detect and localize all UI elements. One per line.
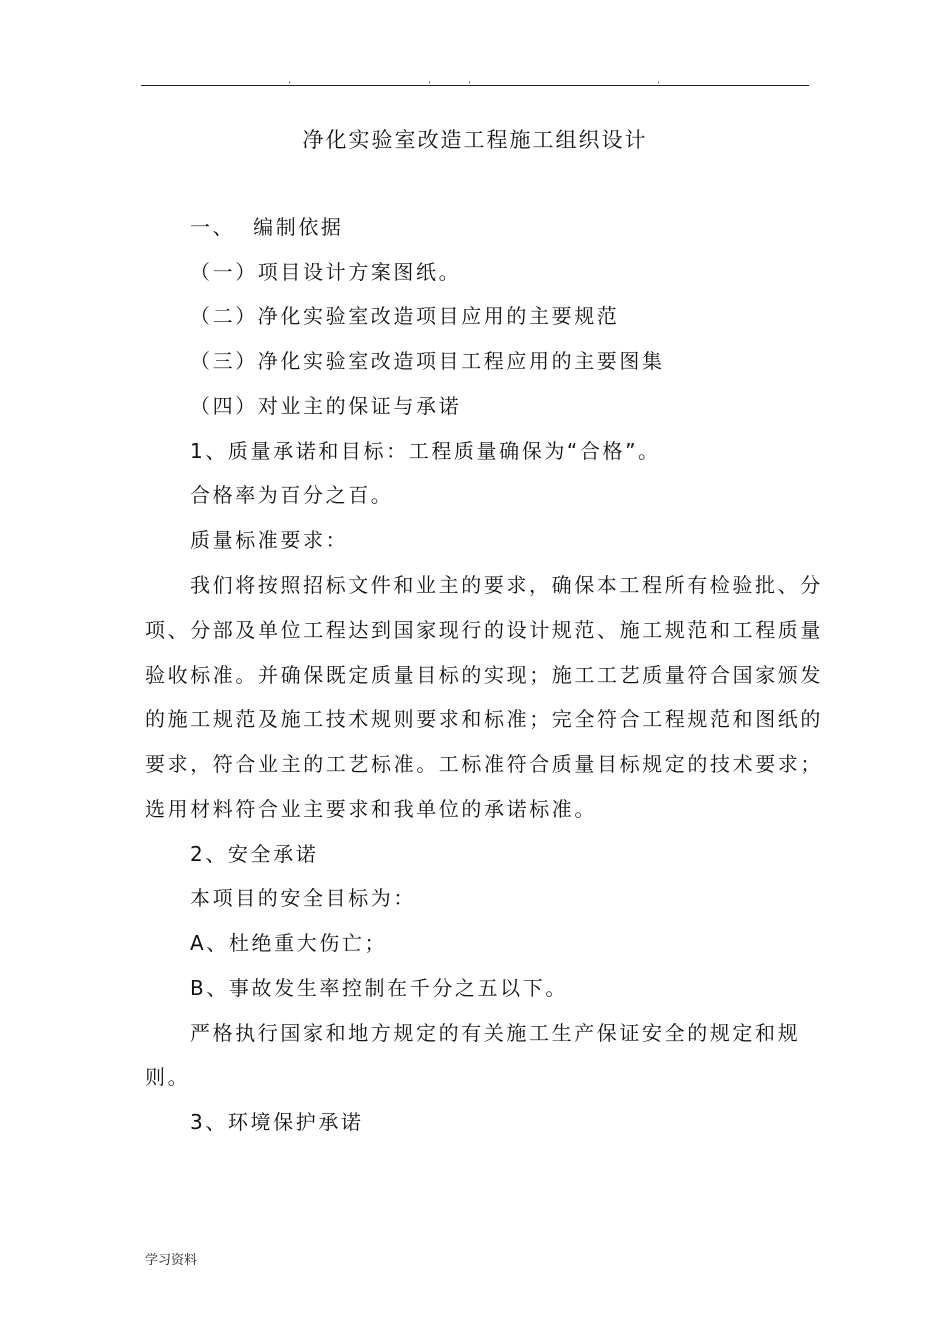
paragraph-line: 严格执行国家和地方规定的有关施工生产保证安全的规定和规 (190, 1021, 801, 1045)
environment-heading: 3、环境保护承诺 (190, 1110, 364, 1134)
document-title: 净化实验室改造工程施工组织设计 (302, 128, 648, 152)
header-dot: . (288, 75, 292, 86)
paragraph-line: 项、分部及单位工程达到国家现行的设计规范、施工规范和工程质量 (145, 618, 823, 642)
safety-target-label: 本项目的安全目标为： (190, 886, 416, 910)
safety-item-b: B、事故发生率控制在千分之五以下。 (190, 976, 568, 1000)
header-dot: . (468, 75, 472, 86)
list-item: （三）净化实验室改造项目工程应用的主要图集 (190, 349, 665, 373)
paragraph-line: 则。 (145, 1065, 191, 1089)
paragraph-line: 选用材料符合业主要求和我单位的承诺标准。 (145, 797, 597, 821)
section-heading: 一、 编制依据 (190, 215, 344, 239)
paragraph-line: 我们将按照招标文件和业主的要求，确保本工程所有检验批、分 (190, 573, 823, 597)
list-item: （四）对业主的保证与承诺 (190, 394, 462, 418)
safety-heading: 2、安全承诺 (190, 842, 319, 866)
header-dot: . (657, 75, 661, 86)
list-item: （一）项目设计方案图纸。 (190, 260, 462, 284)
header-dot: . (428, 75, 432, 86)
quality-heading: 1、质量承诺和目标：工程质量确保为“合格”。 (190, 439, 661, 463)
header-rule (141, 85, 809, 86)
list-item: （二）净化实验室改造项目应用的主要规范 (190, 304, 620, 328)
paragraph-line: 要求，符合业主的工艺标准。工标准符合质量目标规定的技术要求； (145, 752, 823, 776)
footer-text: 学习资料 (145, 1253, 198, 1268)
safety-item-a: A、杜绝重大伤亡； (190, 931, 388, 955)
quality-standard-label: 质量标准要求： (190, 528, 349, 552)
quality-rate: 合格率为百分之百。 (190, 483, 394, 507)
paragraph-line: 的施工规范及施工技术规则要求和标准；完全符合工程规范和图纸的 (145, 707, 823, 731)
paragraph-line: 验收标准。并确保既定质量目标的实现；施工工艺质量符合国家颁发 (145, 663, 823, 687)
